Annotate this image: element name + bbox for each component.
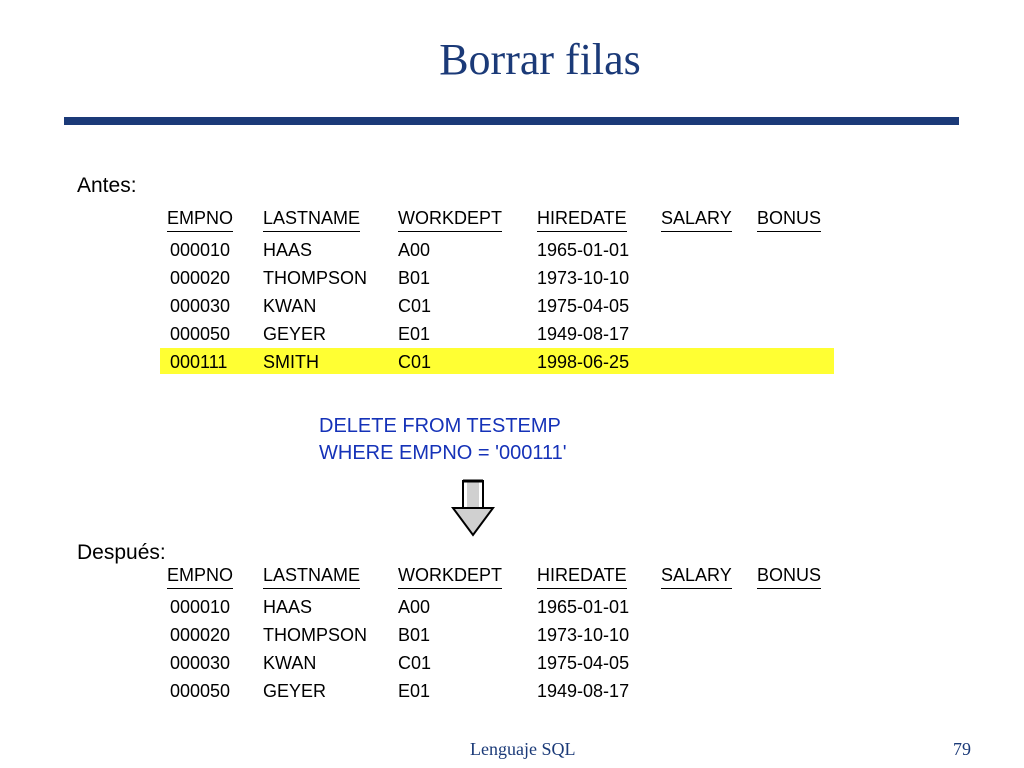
after-label: Después: [77,541,166,564]
sql-line-2: WHERE EMPNO = '000111' [319,442,567,464]
column-header-bonus: BONUS [757,207,821,232]
table-cell-hiredate: 1975-04-05 [537,296,630,316]
table-cell-workdept: B01 [398,268,431,288]
table-cell-workdept: E01 [398,681,431,701]
page-number: 79 [953,739,971,759]
table-cell-lastname: SMITH [263,352,319,372]
table-cell-lastname: GEYER [263,324,327,344]
table-cell-empno: 000010 [170,240,231,260]
sql-statement [319,413,567,467]
column-header-hiredate: HIREDATE [537,207,627,232]
table-cell-lastname: HAAS [263,240,313,260]
table-cell-empno: 000050 [170,681,231,701]
table-cell-lastname: THOMPSON [263,625,368,645]
table-cell-empno: 000111 [170,352,228,372]
table-cell-empno: 000010 [170,597,231,617]
column-header-workdept: WORKDEPT [398,564,502,589]
column-header-empno: EMPNO [167,564,233,589]
table-cell-empno: 000050 [170,324,231,344]
table-cell-lastname: THOMPSON [263,268,368,288]
table-cell-workdept: E01 [398,324,431,344]
table-cell-hiredate: 1973-10-10 [537,268,630,288]
column-header-lastname: LASTNAME [263,564,360,589]
column-header-bonus: BONUS [757,564,821,589]
table-cell-empno: 000020 [170,625,231,645]
column-header-lastname: LASTNAME [263,207,360,232]
table-cell-empno: 000030 [170,296,231,316]
table-cell-empno: 000020 [170,268,231,288]
down-arrow-icon [450,478,496,538]
table-cell-workdept: A00 [398,240,431,260]
table-cell-workdept: C01 [398,653,432,673]
table-cell-empno: 000030 [170,653,231,673]
table-cell-workdept: B01 [398,625,431,645]
table-cell-hiredate: 1965-01-01 [537,240,630,260]
table-cell-hiredate: 1973-10-10 [537,625,630,645]
column-header-hiredate: HIREDATE [537,564,627,589]
table-cell-workdept: A00 [398,597,431,617]
column-header-workdept: WORKDEPT [398,207,502,232]
page-title: Borrar filas [439,35,641,84]
before-label: Antes: [77,174,137,197]
column-header-salary: SALARY [661,207,732,232]
table-cell-hiredate: 1949-08-17 [537,324,630,344]
table-cell-lastname: KWAN [263,653,317,673]
table-cell-hiredate: 1949-08-17 [537,681,630,701]
table-cell-hiredate: 1998-06-25 [537,352,630,372]
table-cell-workdept: C01 [398,352,432,372]
footer-title: Lenguaje SQL [470,739,576,759]
table-cell-lastname: GEYER [263,681,327,701]
table-cell-lastname: HAAS [263,597,313,617]
table-cell-lastname: KWAN [263,296,317,316]
table-cell-hiredate: 1965-01-01 [537,597,630,617]
column-header-empno: EMPNO [167,207,233,232]
sql-line-1: DELETE FROM TESTEMP [319,415,561,437]
column-header-salary: SALARY [661,564,732,589]
table-cell-workdept: C01 [398,296,432,316]
deleted-row-highlight [160,348,834,374]
table-cell-hiredate: 1975-04-05 [537,653,630,673]
title-divider [64,117,959,125]
